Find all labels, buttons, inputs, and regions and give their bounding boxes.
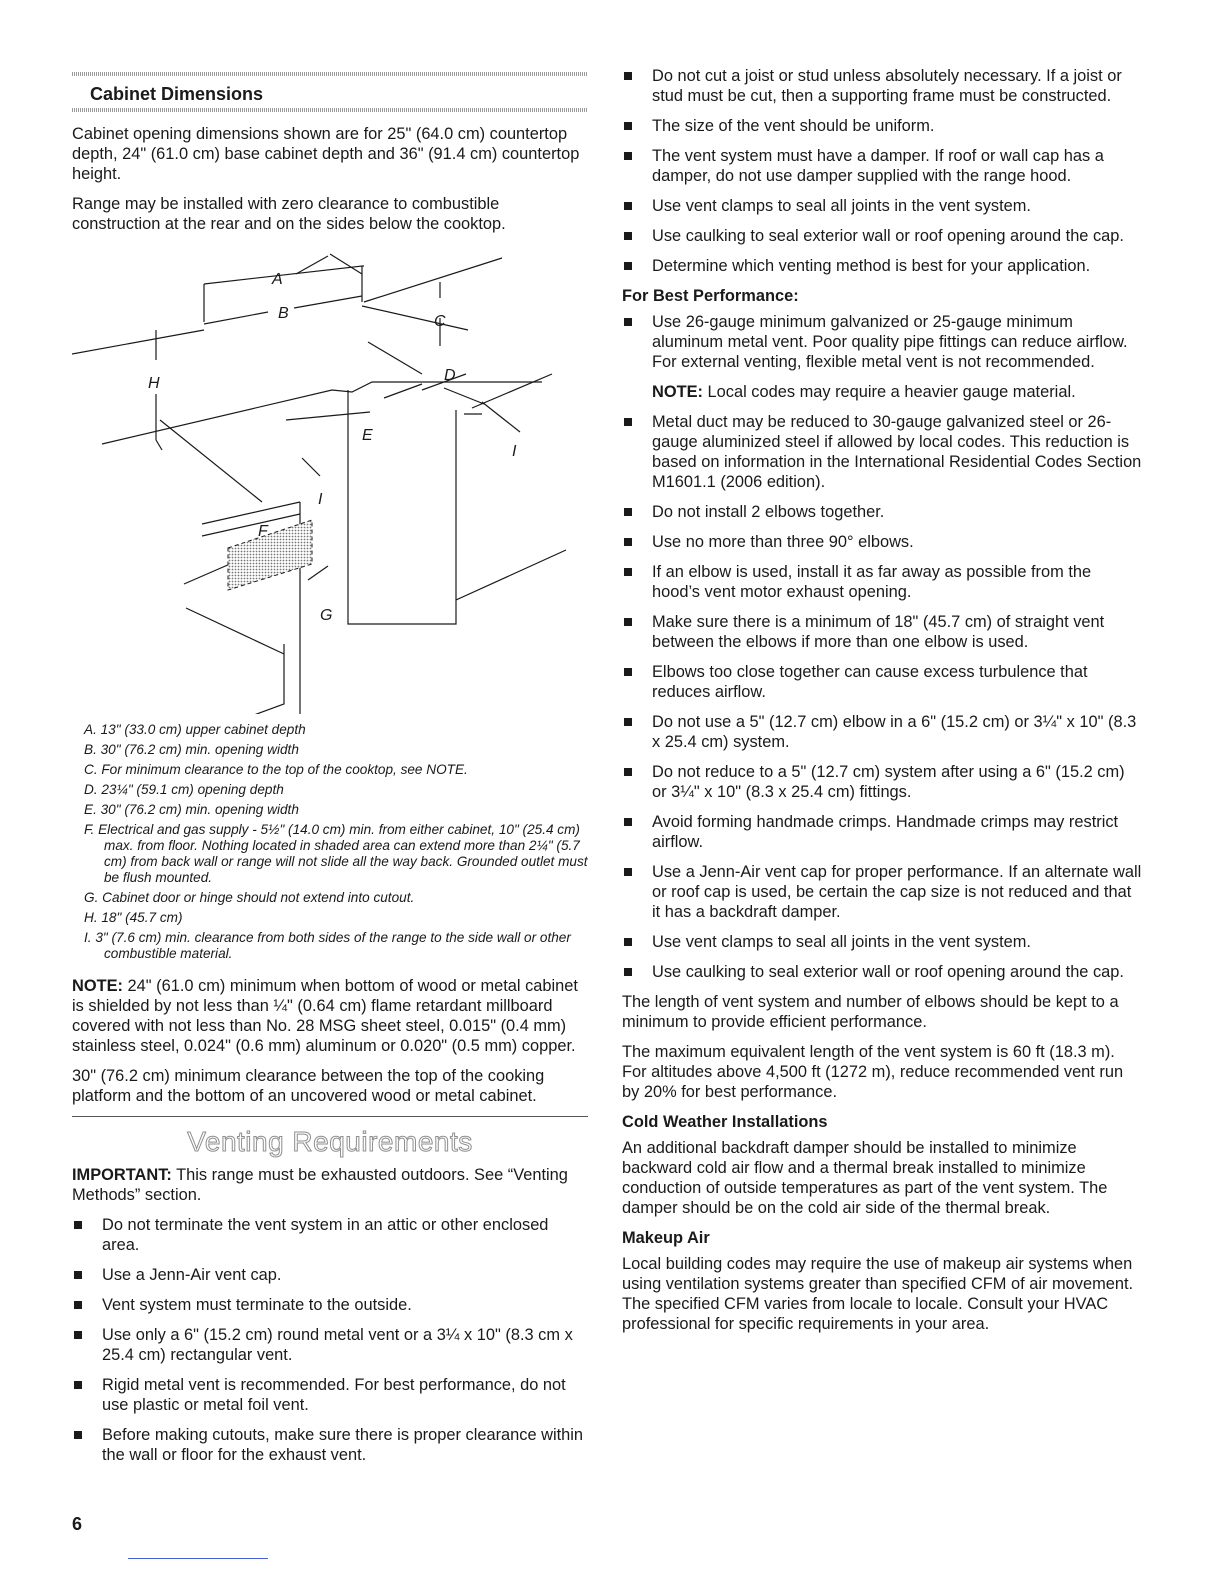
list-item-text: Metal duct may be reduced to 30-gauge galvanized steel or 26-gauge aluminized steel if allowed by local codes. This reduction is based on information in the International Residential Codes Section M1601.1 (2006 edition). — [652, 413, 1142, 491]
list-item — [622, 562, 1142, 602]
bullet-square-icon — [74, 1301, 82, 1309]
bullet-square-icon — [74, 1221, 82, 1229]
list-item-text: Do not terminate the vent system in an attic or other enclosed area. — [102, 1216, 549, 1254]
bullet-square-icon — [624, 122, 632, 130]
list-item-text: Use vent clamps to seal all joints in the vent system. — [652, 933, 1031, 951]
bullet-square-icon — [74, 1271, 82, 1279]
list-item-text: Use only a 6" (15.2 cm) round metal vent or a 3¼ x 10" (8.3 cm x 25.4 cm) rectangular vent. — [102, 1326, 573, 1364]
list-item-text: If an elbow is used, install it as far away as possible from the hood’s vent motor exhaust opening. — [652, 563, 1092, 601]
legend-item: I. 3" (7.6 cm) min. clearance from both sides of the range to the side wall or other combustible material. — [84, 930, 571, 961]
right-column — [622, 66, 1142, 1344]
note-paragraph — [72, 976, 588, 1056]
list-item — [622, 116, 1142, 136]
bullet-square-icon — [624, 318, 632, 326]
bullet-square-icon — [624, 718, 632, 726]
list-item-text: Rigid metal vent is recommended. For best performance, do not use plastic or metal foil vent. — [102, 1376, 566, 1414]
list-item — [622, 196, 1142, 216]
diagram-label-d: D — [444, 367, 456, 384]
list-item-text: Make sure there is a minimum of 18" (45.7 cm) of straight vent between the elbows if more than one elbow is used. — [652, 613, 1105, 651]
important-text: This range must be exhausted outdoors. See “Venting Methods” section. — [72, 1166, 568, 1204]
bullet-square-icon — [624, 508, 632, 516]
gauge-note — [622, 382, 1142, 402]
list-item-text: Use vent clamps to seal all joints in the vent system. — [652, 197, 1031, 215]
bullet-square-icon — [624, 418, 632, 426]
list-item — [622, 762, 1142, 802]
bullet-square-icon — [624, 262, 632, 270]
list-item-text: Before making cutouts, make sure there is proper clearance within the wall or floor for the exhaust vent. — [102, 1426, 584, 1464]
list-item — [622, 146, 1142, 186]
list-item — [72, 1215, 588, 1255]
bullet-square-icon — [624, 968, 632, 976]
bullet-square-icon — [624, 868, 632, 876]
list-item — [622, 612, 1142, 652]
bullet-square-icon — [74, 1331, 82, 1339]
page-number: 6 — [72, 1514, 83, 1534]
cabinet-dimensions-header — [72, 70, 588, 114]
venting-requirements-title: Venting Requirements — [187, 1126, 473, 1157]
bullet-square-icon — [624, 768, 632, 776]
list-item — [622, 502, 1142, 522]
legend-item: G. Cabinet door or hinge should not extend into cutout. — [84, 890, 415, 905]
list-item — [72, 1295, 588, 1315]
legend-item: D. 23¼" (59.1 cm) opening depth — [84, 782, 284, 797]
left-column — [72, 70, 588, 1475]
bullet-square-icon — [74, 1381, 82, 1389]
diagram-label-f: F — [258, 523, 268, 540]
legend-item: H. 18" (45.7 cm) — [84, 910, 183, 925]
list-item-text: Avoid forming handmade crimps. Handmade crimps may restrict airflow. — [652, 813, 1119, 851]
bullet-square-icon — [624, 232, 632, 240]
list-item-text: The vent system must have a damper. If roof or wall cap has a damper, do not use damper supplied with the range hood. — [652, 147, 1104, 185]
list-item — [622, 312, 1142, 372]
bullet-square-icon — [624, 668, 632, 676]
diagram-label-g: G — [320, 607, 333, 624]
diagram-legend — [72, 722, 588, 962]
list-item — [72, 1265, 588, 1285]
diagram-label-c: C — [434, 313, 446, 330]
list-item — [622, 812, 1142, 852]
gauge-note-text: Local codes may require a heavier gauge material. — [703, 383, 1076, 401]
list-item — [622, 412, 1142, 492]
bullet-square-icon — [624, 152, 632, 160]
list-item — [622, 712, 1142, 752]
legend-item: E. 30" (76.2 cm) min. opening width — [84, 802, 299, 817]
bullet-square-icon — [74, 1431, 82, 1439]
legend-item: B. 30" (76.2 cm) min. opening width — [84, 742, 299, 757]
list-item-text: Use caulking to seal exterior wall or roof opening around the cap. — [652, 963, 1124, 981]
legend-item: C. For minimum clearance to the top of the cooktop, see NOTE. — [84, 762, 468, 777]
cabinet-diagram — [72, 244, 588, 714]
important-lead: IMPORTANT: — [72, 1166, 172, 1184]
bullet-square-icon — [624, 538, 632, 546]
venting-left-bullets — [72, 1215, 588, 1465]
list-item-text: Do not reduce to a 5" (12.7 cm) system after using a 6" (15.2 cm) or 3¼" x 10" (8.3 x 25.4 cm) fittings. — [652, 763, 1125, 801]
cold-weather-heading: Cold Weather Installations — [622, 1113, 828, 1131]
list-item-text: Do not cut a joist or stud unless absolutely necessary. If a joist or stud must be cut, then a supporting frame must be constructed. — [652, 67, 1122, 105]
diagram-label-i-right: I — [512, 443, 517, 460]
cabinet-diagram-svg — [72, 244, 588, 714]
list-item — [72, 1375, 588, 1415]
list-item-text: Use caulking to seal exterior wall or roof opening around the cap. — [652, 227, 1124, 245]
max-length-paragraph: The maximum equivalent length of the vent system is 60 ft (18.3 m). For altitudes above 4,500 ft (1272 m), reduce recommended vent run by 20% for best performance. — [622, 1043, 1124, 1101]
diagram-label-a: A — [272, 271, 283, 288]
bullet-square-icon — [624, 938, 632, 946]
diagram-label-h: H — [148, 375, 160, 392]
legend-item: A. 13" (33.0 cm) upper cabinet depth — [84, 722, 306, 737]
list-item-text: Use no more than three 90° elbows. — [652, 533, 914, 551]
cabinet-paragraph-2: Range may be installed with zero clearance to combustible construction at the rear and on the sides below the cooktop. — [72, 195, 506, 233]
bullet-square-icon — [624, 618, 632, 626]
list-item — [622, 862, 1142, 922]
best-performance-bullets — [622, 412, 1142, 982]
section-divider — [72, 1116, 588, 1117]
bullet-square-icon — [624, 818, 632, 826]
list-item — [622, 962, 1142, 982]
list-item-text: Use a Jenn-Air vent cap. — [102, 1266, 282, 1284]
legend-item: F. Electrical and gas supply - 5½" (14.0 cm) min. from either cabinet, 10" (25.4 cm) max. from floor. Nothing located in shaded area can extend more than 2¼" (5.7 cm) from back wall or range will not slide all the way back. Grounded outlet must be flush mounted. — [84, 822, 588, 885]
diagram-label-e: E — [362, 427, 373, 444]
makeup-air-heading: Makeup Air — [622, 1229, 710, 1247]
list-item-text: Use a Jenn-Air vent cap for proper performance. If an alternate wall or roof cap is used, be certain the cap size is not reduced and that it has a backdraft damper. — [652, 863, 1142, 921]
list-item-text: Use 26-gauge minimum galvanized or 25-gauge minimum aluminum metal vent. Poor quality pipe fittings can reduce airflow. For external venting, flexible metal vent is not recommended. — [652, 313, 1128, 371]
list-item-text: Determine which venting method is best for your application. — [652, 257, 1091, 275]
bullet-square-icon — [624, 72, 632, 80]
best-performance-heading: For Best Performance: — [622, 287, 799, 305]
hatch-rule-bottom — [72, 108, 588, 112]
note-lead: NOTE: — [72, 977, 123, 995]
list-item-text: Do not install 2 elbows together. — [652, 503, 885, 521]
list-item — [622, 226, 1142, 246]
list-item — [622, 256, 1142, 276]
venting-right-bullets — [622, 66, 1142, 276]
bullet-square-icon — [624, 568, 632, 576]
cabinet-dimensions-title: Cabinet Dimensions — [90, 84, 264, 104]
cold-weather-paragraph: An additional backdraft damper should be installed to minimize backward cold air flow and a thermal break installed to minimize conduction of outside temperatures as part of the vent system. The damper should be on the cold air side of the thermal break. — [622, 1139, 1108, 1217]
footer-rule — [128, 1558, 268, 1559]
list-item-text: Do not use a 5" (12.7 cm) elbow in a 6" (15.2 cm) or 3¼" x 10" (8.3 x 25.4 cm) system. — [652, 713, 1137, 751]
list-item-text: The size of the vent should be uniform. — [652, 117, 935, 135]
diagram-label-i-left: I — [318, 491, 323, 508]
list-item — [622, 932, 1142, 952]
clearance-paragraph: 30" (76.2 cm) minimum clearance between the top of the cooking platform and the bottom of an uncovered wood or metal cabinet. — [72, 1067, 545, 1105]
makeup-air-paragraph: Local building codes may require the use of makeup air systems when using ventilation systems greater than specified CFM of air movement. The specified CFM varies from locale to locale. Consult your HVAC professional for specific requirements in your area. — [622, 1255, 1134, 1333]
list-item — [72, 1425, 588, 1465]
gauge-note-lead: NOTE: — [652, 383, 703, 401]
list-item — [622, 66, 1142, 106]
important-paragraph — [72, 1165, 588, 1205]
diagram-label-b: B — [278, 305, 289, 322]
best-performance-first — [622, 312, 1142, 372]
cabinet-paragraph-1: Cabinet opening dimensions shown are for 25" (64.0 cm) countertop depth, 24" (61.0 cm) base cabinet depth and 36" (91.4 cm) countertop height. — [72, 125, 580, 183]
list-item-text: Vent system must terminate to the outside. — [102, 1296, 412, 1314]
list-item-text: Elbows too close together can cause excess turbulence that reduces airflow. — [652, 663, 1088, 701]
list-item — [622, 532, 1142, 552]
list-item — [622, 662, 1142, 702]
list-item — [72, 1325, 588, 1365]
hatch-rule-top — [72, 72, 588, 76]
vent-length-paragraph: The length of vent system and number of elbows should be kept to a minimum to provide efficient performance. — [622, 993, 1119, 1031]
bullet-square-icon — [624, 202, 632, 210]
note-text: 24" (61.0 cm) minimum when bottom of wood or metal cabinet is shielded by not less than ¼" (0.64 cm) flame retardant millboard covered with not less than No. 28 MSG sheet steel, 0.015" (0.4 mm) stainless steel, 0.024" (0.6 mm) aluminum or 0.020" (0.5 mm) copper. — [72, 977, 578, 1055]
